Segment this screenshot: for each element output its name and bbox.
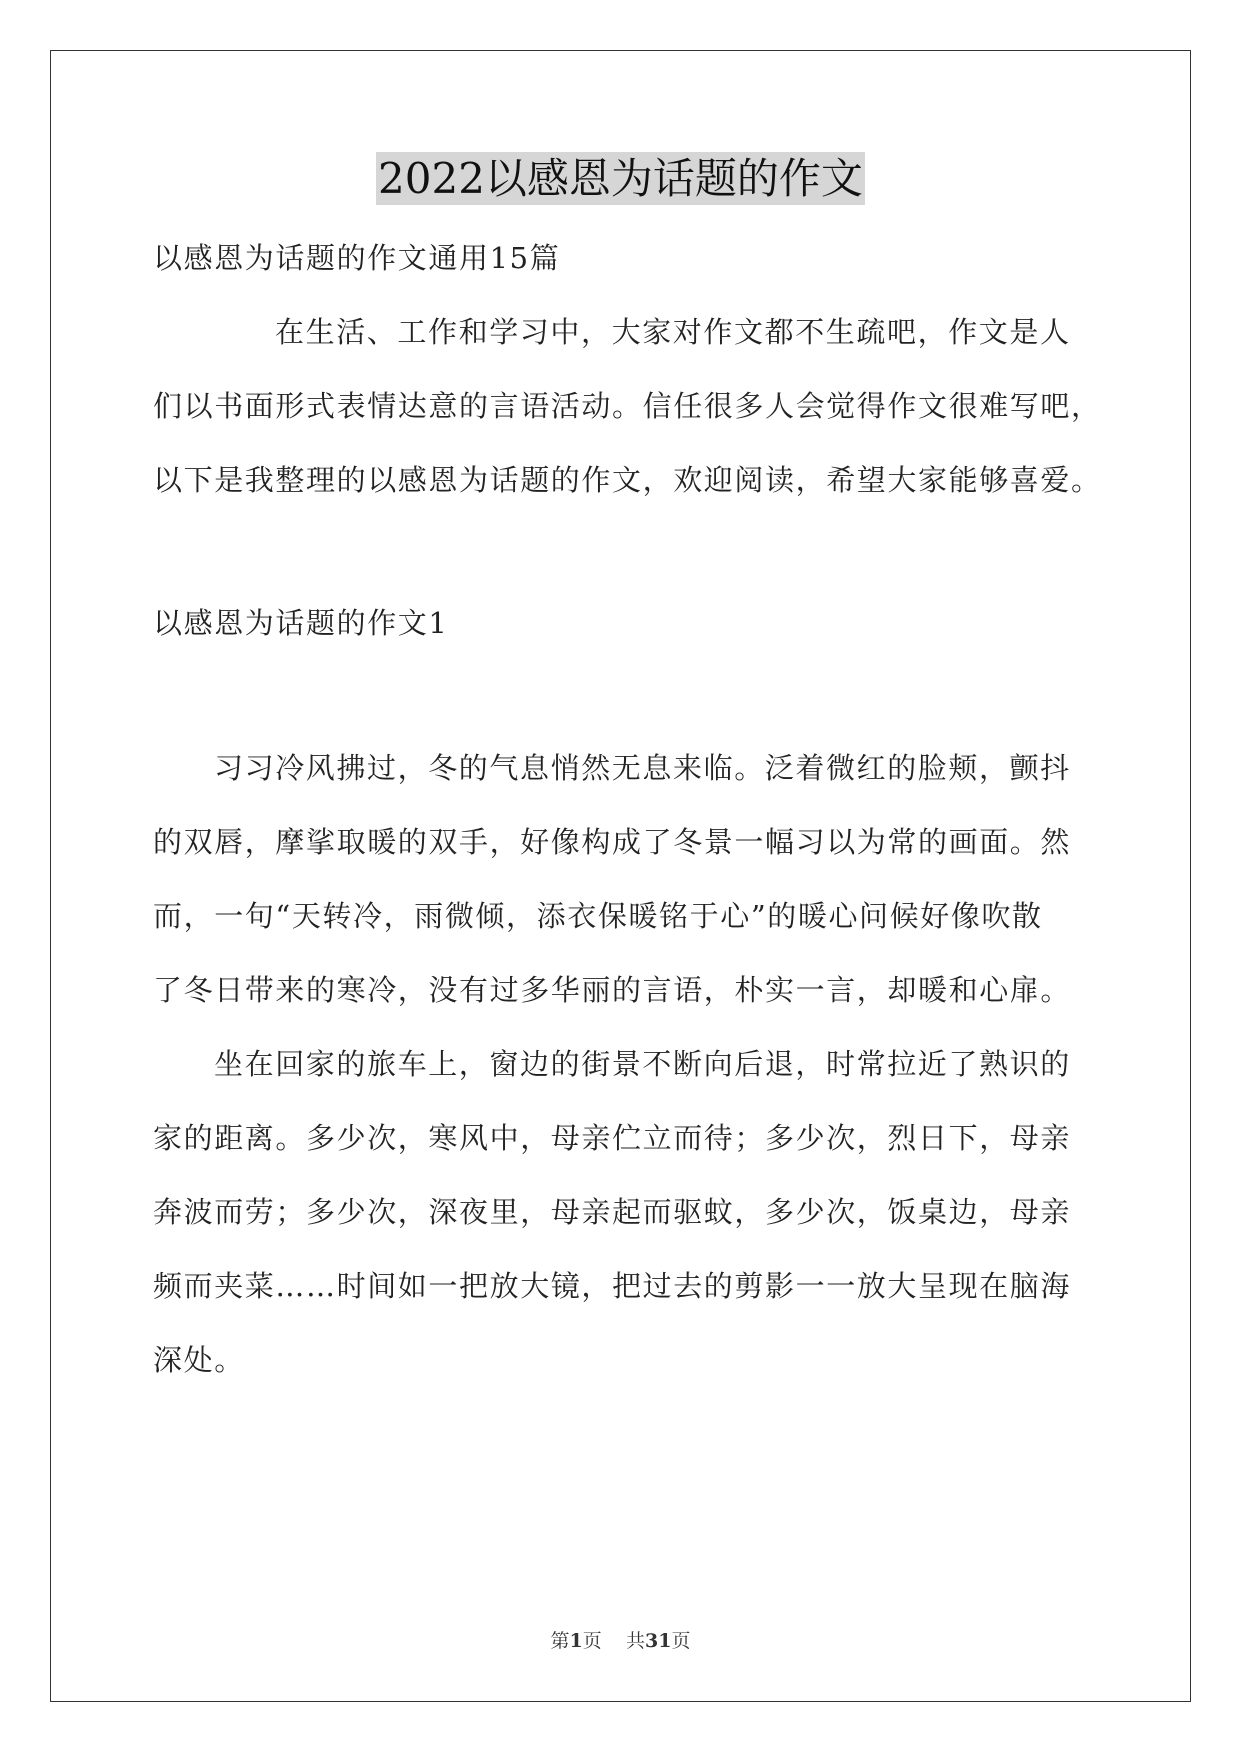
paragraph-line: 坐在回家的旅车上，窗边的街景不断向后退，时常拉近了熟识的 (214, 1047, 1071, 1081)
paragraph-line: 家的距离。多少次，寒风中，母亲伫立而待；多少次，烈日下，母亲 (153, 1121, 1072, 1155)
paragraph-line: 奔波而劳；多少次，深夜里，母亲起而驱蚊，多少次，饭桌边，母亲 (153, 1195, 1072, 1229)
page-prefix: 第 (550, 1630, 570, 1652)
section-heading: 以感恩为话题的作文1 (153, 606, 449, 640)
document-title-wrap (0, 152, 1241, 206)
page-suffix: 页 (582, 1630, 602, 1652)
paragraph-line: 习习冷风拂过，冬的气息悄然无息来临。泛着微红的脸颊，颤抖 (214, 751, 1071, 785)
total-suffix: 页 (671, 1630, 691, 1652)
page-footer (0, 1626, 1241, 1653)
paragraph-line: 频而夹菜……时间如一把放大镜，把过去的剪影一一放大呈现在脑海 (153, 1269, 1072, 1303)
page-total: 31 (644, 1630, 672, 1652)
intro-line: 以下是我整理的以感恩为话题的作文，欢迎阅读，希望大家能够喜爱。 (153, 463, 1102, 497)
paragraph-line: 的双唇，摩挲取暖的双手，好像构成了冬景一幅习以为常的画面。然 (153, 825, 1072, 859)
paragraph-line: 而，一句“天转冷，雨微倾，添衣保暖铭于心”的暖心问候好像吹散 (153, 899, 1043, 933)
page-border (50, 50, 1191, 1702)
page-current: 1 (569, 1630, 583, 1652)
subtitle: 以感恩为话题的作文通用15篇 (153, 241, 561, 275)
intro-line: 在生活、工作和学习中，大家对作文都不生疏吧，作文是人 (275, 315, 1071, 349)
paragraph-line: 深处。 (153, 1343, 245, 1377)
document-title: 2022以感恩为话题的作文 (378, 154, 863, 203)
total-prefix: 共 (625, 1630, 645, 1652)
intro-line: 们以书面形式表情达意的言语活动。信任很多人会觉得作文很难写吧， (153, 389, 1102, 423)
paragraph-line: 了冬日带来的寒冷，没有过多华丽的言语，朴实一言，却暖和心扉。 (153, 973, 1072, 1007)
